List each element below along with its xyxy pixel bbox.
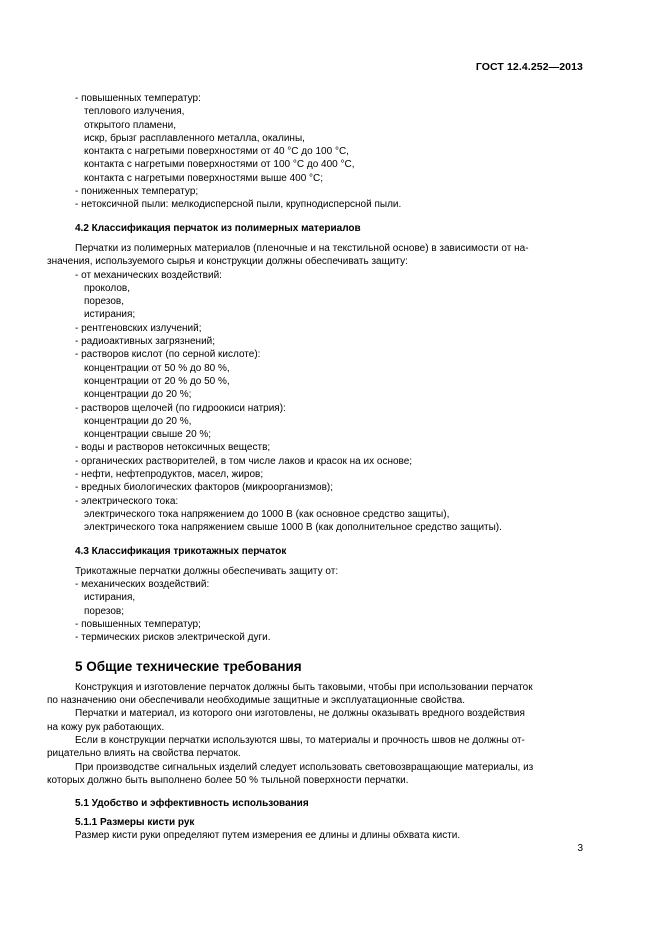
document-code-header: ГОСТ 12.4.252—2013 [475,61,583,73]
heading-5-1: 5.1 Удобство и эффективность использования [75,798,309,810]
list-item: контакта с нагретыми поверхностями от 40 °С до 100 °С, [84,146,349,158]
list-item: теплового излучения, [84,106,185,118]
paragraph-line: Если в конструкции перчатки используются швы, то материалы и прочность швов не должны от- [75,735,525,747]
list-item: - электрического тока: [75,495,179,507]
heading-5: 5 Общие технические требования [75,658,302,674]
list-item: контакта с нагретыми поверхностями выше 400 °С; [84,172,324,184]
paragraph [47,734,585,761]
list-item: - механических воздействий: [75,579,210,591]
list-item: - органических растворителей, в том числе лаков и красок на их основе; [75,455,413,467]
paragraph-4-2-intro [47,242,585,269]
list-item: - повышенных температур: [75,93,201,104]
list-item: - термических рисков электрической дуги. [75,632,271,644]
list-item: концентрации свыше 20 %; [84,429,212,441]
paragraph [47,681,585,708]
list-item: искр, брызг расплавленного металла, окалины, [84,132,305,144]
list-item: - нефти, нефтепродуктов, масел, жиров; [75,469,264,481]
list-item: - повышенных температур; [75,618,201,630]
list-top [75,92,585,212]
page-number: 3 [577,843,583,854]
list-item: концентрации от 50 % до 80 %, [84,362,230,374]
list-item: истирания, [84,592,136,604]
heading-4-3: 4.3 Классификация трикотажных перчаток [75,545,287,557]
list-item: концентрации от 20 % до 50 %, [84,375,230,387]
paragraph-line: на кожу рук работающих. [47,721,165,733]
list-item: проколов, [84,282,130,294]
paragraph [47,707,585,734]
list-item: концентрации до 20 %, [84,415,192,427]
page-content [47,92,585,842]
list-item: порезов; [84,605,125,617]
list-item: - растворов щелочей (по гидроокиси натрия): [75,402,286,414]
list-item: - воды и растворов нетоксичных веществ; [75,442,271,454]
section-5-paragraphs [47,681,585,787]
list-item: - нетоксичной пыли: мелкодисперсной пыли, крупнодисперсной пыли. [75,199,402,211]
list-item: - радиоактивных загрязнений; [75,336,216,348]
paragraph-5-1-1: Размер кисти руки определяют путем измерения ее длины и длины обхвата кисти. [75,829,461,841]
heading-5-1-1: 5.1.1 Размеры кисти рук [75,816,195,828]
list-item: - растворов кислот (по серной кислоте): [75,349,261,361]
paragraph-line: Перчатки и материал, из которого они изготовлены, не должны оказывать вредного воздействия [75,708,525,720]
paragraph-line: которых должно быть выполнено более 50 % тыльной поверхности перчатки. [47,774,409,786]
list-item: - от механических воздействий: [75,269,222,281]
paragraph-line: рицательно влиять на свойства перчаток. [47,748,241,760]
list-item: открытого пламени, [84,119,176,131]
list-4-3 [75,578,585,644]
paragraph-line: значения, используемого сырья и конструкции должны обеспечивать защиту: [47,256,408,268]
paragraph-line: Конструкция и изготовление перчаток должны быть таковыми, чтобы при использовании перчаток [75,681,533,693]
list-item: - рентгеновских излучений; [75,322,202,334]
paragraph-line: Перчатки из полимерных материалов (пленочные и на текстильной основе) в зависимости от на- [75,242,529,254]
list-4-2 [75,269,585,535]
list-item: порезов, [84,296,125,308]
list-item: истирания; [84,309,136,321]
paragraph-line: по назначению они обеспечивали необходимые защитные и эксплуатационные свойства. [47,695,465,707]
heading-4-2: 4.2 Классификация перчаток из полимерных материалов [75,222,361,234]
paragraph-line: При производстве сигнальных изделий следует использовать световозвращающие материалы, из [75,761,534,773]
list-item: электрического тока напряжением свыше 1000 В (как дополнительное средство защиты). [84,522,502,534]
list-item: электрического тока напряжением до 1000 В (как основное средство защиты), [84,508,450,520]
paragraph [47,761,585,788]
list-item: контакта с нагретыми поверхностями от 100 °С до 400 °С, [84,159,355,171]
list-item: концентрации до 20 %; [84,389,192,401]
paragraph-4-3-intro: Трикотажные перчатки должны обеспечивать защиту от: [75,565,339,577]
list-item: - вредных биологических факторов (микроорганизмов); [75,482,334,494]
list-item: - пониженных температур; [75,186,199,198]
